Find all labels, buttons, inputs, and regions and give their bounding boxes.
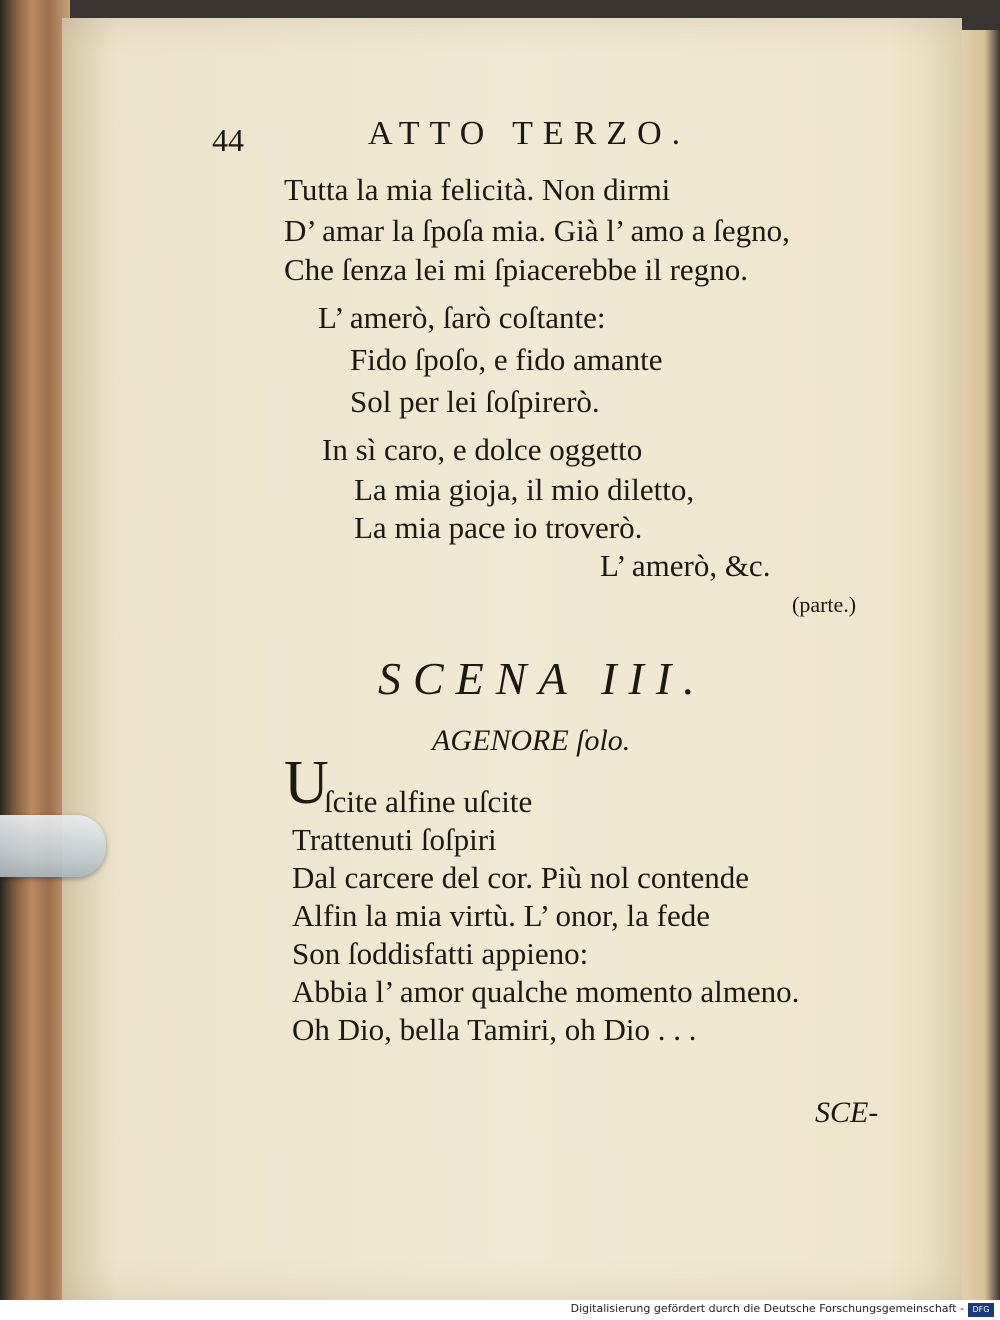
aria-line: Sol per lei ſoſpirerò. [350, 384, 600, 419]
recitative-line: Abbia l’ amor qualche momento almeno. [292, 974, 800, 1009]
verse-line: Tutta la mia felicità. Non dirmi [284, 172, 671, 207]
running-title: ATTO TERZO. [368, 115, 691, 152]
da-capo: L’ amerò, &c. [600, 548, 771, 583]
footer-bar [0, 1300, 1000, 1320]
page-clip [0, 815, 106, 877]
facing-page-edge [962, 30, 1000, 1300]
page-number: 44 [212, 122, 244, 158]
dfg-logo: DFG [968, 1303, 994, 1317]
aria-line: La mia pace io troverò. [354, 510, 643, 545]
character-name: AGENORE ſolo. [432, 724, 631, 757]
scene-title: SCENA III. [378, 653, 707, 704]
recitative-line: Alfin la mia virtù. L’ onor, la fede [292, 898, 711, 933]
stage-direction: (parte.) [792, 592, 857, 617]
footer-credit: Digitalisierung gefördert durch die Deutsche Forschungsgemeinschaft - [570, 1302, 964, 1315]
recitative-line: Dal carcere del cor. Più nol contende [292, 860, 750, 895]
aria-line: Fido ſpoſo, e fido amante [350, 342, 663, 377]
drop-cap: U [284, 749, 329, 817]
recitative-line: Oh Dio, bella Tamiri, oh Dio . . . [292, 1012, 697, 1047]
recitative-line: Son ſoddisfatti appieno: [292, 936, 589, 971]
verse-line: D’ amar la ſpoſa mia. Già l’ amo a ſegno, [284, 213, 790, 248]
recitative-line: ſcite alfine uſcite [324, 784, 533, 819]
aria-line: L’ amerò, ſarò coſtante: [318, 300, 606, 335]
catchword: SCE- [815, 1096, 879, 1129]
verse-line: Che ſenza lei mi ſpiacerebbe il regno. [284, 252, 748, 287]
book-spine [0, 0, 70, 1300]
aria-line: La mia gioja, il mio diletto, [354, 472, 695, 507]
aria-line: In sì caro, e dolce oggetto [322, 432, 643, 467]
recitative-line: Trattenuti ſoſpiri [292, 822, 497, 857]
